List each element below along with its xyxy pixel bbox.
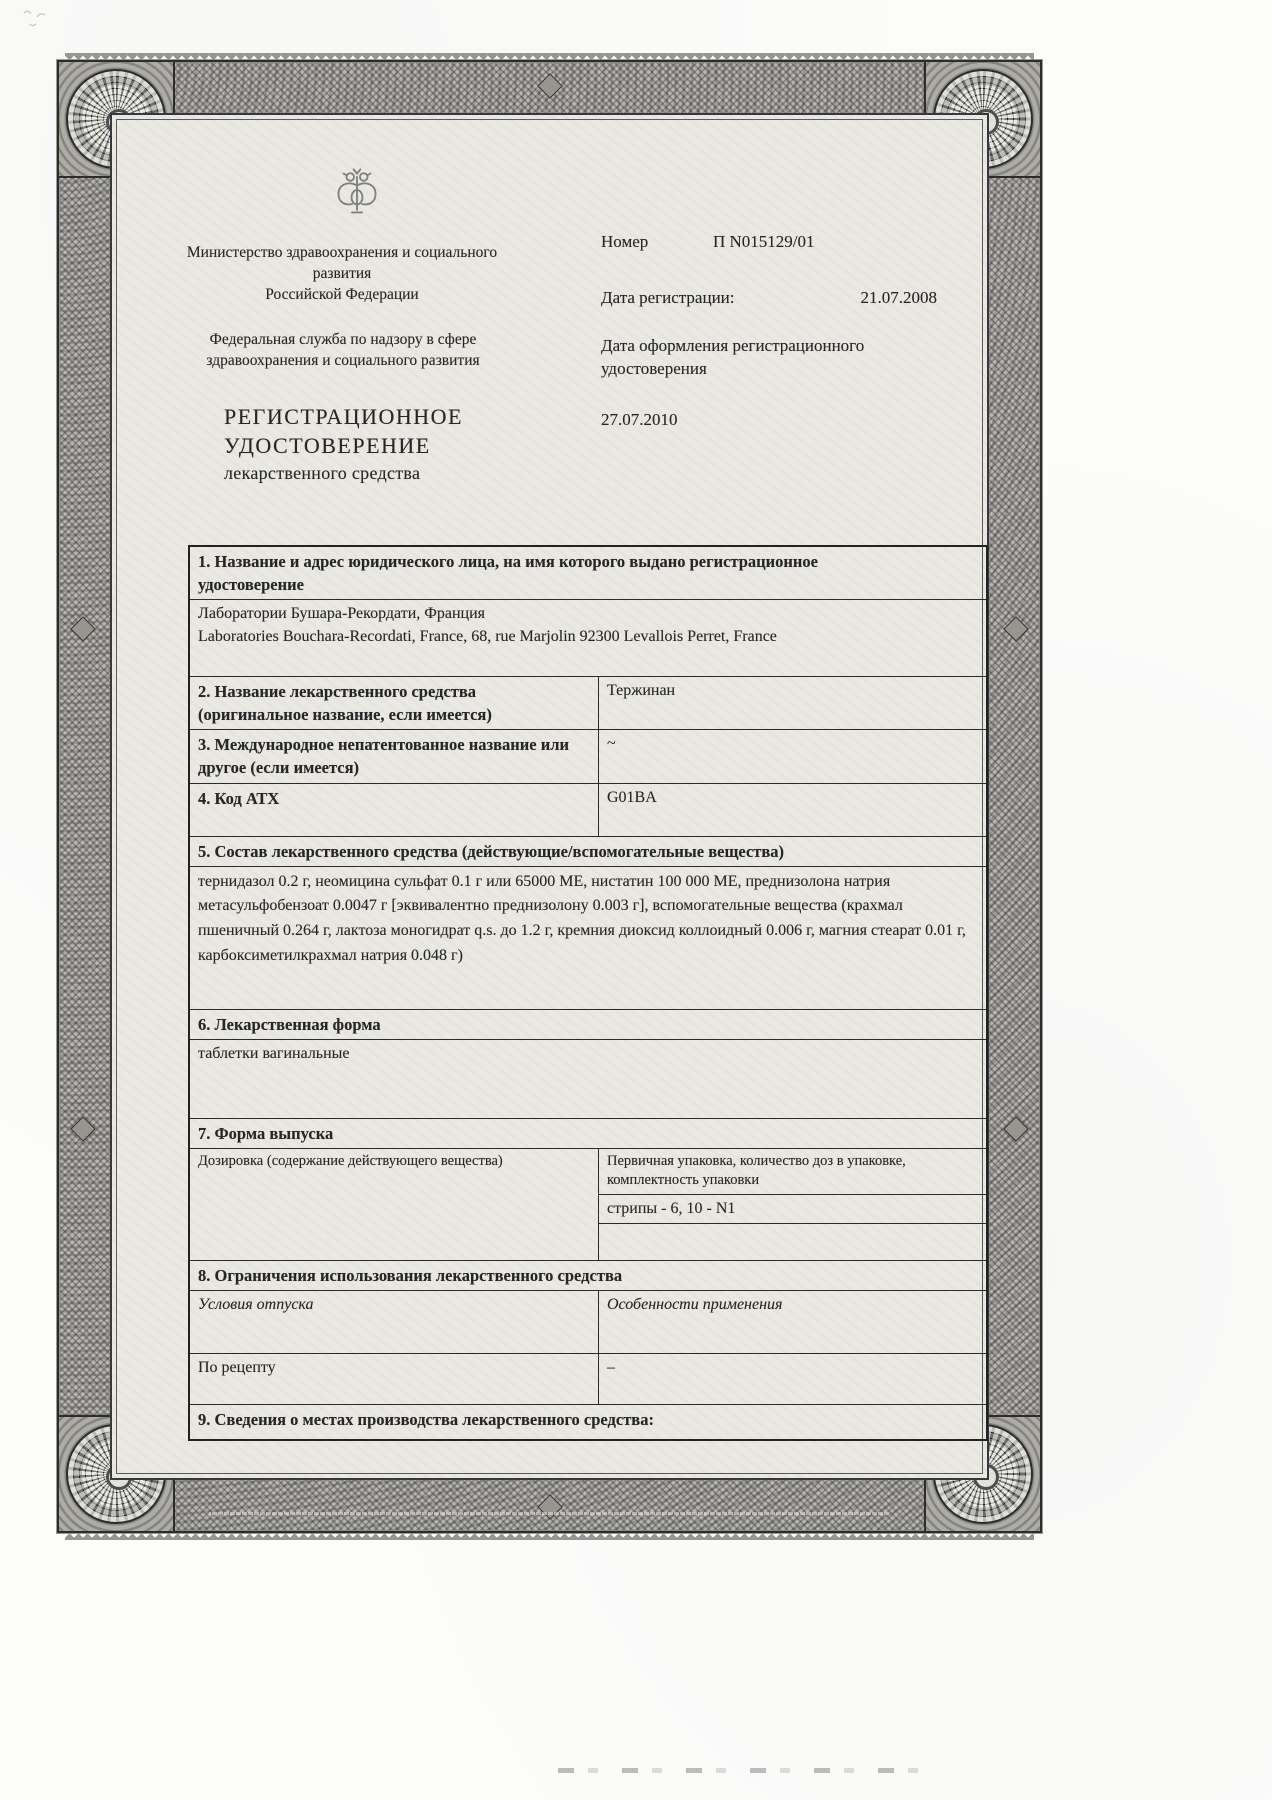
document-title-line3: лекарственного средства — [224, 463, 421, 484]
section8-dispensing-value: По рецепту — [189, 1354, 599, 1405]
edge-medallion-icon — [537, 73, 562, 98]
issuing-ministry — [156, 243, 528, 306]
table-row — [189, 677, 987, 730]
table-row — [189, 1148, 987, 1194]
section7-dosage-label: Дозировка (содержание действующего вещества) — [189, 1148, 599, 1261]
section4-label: 4. Код АТХ — [189, 783, 599, 836]
section1-title-text: 1. Название и адрес юридического лица, на имя которого выдано регистрационное удостоверение — [198, 552, 818, 595]
section6-title: 6. Лекарственная форма — [189, 1009, 987, 1039]
frame-edge-serration — [1042, 68, 1049, 1525]
section3-value: ~ — [599, 730, 988, 783]
section2-label: 2. Название лекарственного средства (оригинальное название, если имеется) — [189, 677, 599, 730]
table-row — [189, 1354, 987, 1405]
section9-title: 9. Сведения о местах производства лекарственного средства: — [189, 1405, 987, 1441]
edge-medallion-icon — [537, 1494, 562, 1519]
frame-edge-serration — [65, 53, 1034, 60]
coat-of-arms-icon — [330, 163, 384, 223]
edge-medallion-icon — [70, 1116, 95, 1141]
frame-edge-serration — [65, 1533, 1034, 1540]
holder-name-en: Laboratories Bouchara-Recordati, France, 68, rue Marjolin 92300 Levallois Perret, France — [198, 627, 777, 645]
table-row — [189, 1261, 987, 1291]
certificate-ornamental-frame — [57, 60, 1042, 1533]
edge-medallion-icon — [70, 616, 95, 641]
empty-cell — [599, 1224, 988, 1261]
section8-application-value: – — [599, 1354, 988, 1405]
document-title-line1: РЕГИСТРАЦИОННОЕ — [224, 404, 463, 429]
issue-date-value: 27.07.2010 — [601, 410, 678, 430]
pencil-mark — [22, 8, 50, 35]
registration-date-label: Дата регистрации: — [601, 288, 735, 308]
registration-date-value: 21.07.2008 — [860, 288, 937, 308]
table-row — [189, 546, 987, 600]
table-row — [189, 1291, 987, 1354]
edge-medallion-icon — [1003, 1116, 1028, 1141]
section6-content: таблетки вагинальные — [189, 1039, 987, 1118]
document-title — [224, 403, 463, 484]
registration-number-value: П N015129/01 — [713, 232, 815, 251]
section2-value: Тержинан — [599, 677, 988, 730]
scanner-artifact-marks — [558, 1768, 938, 1773]
section7-packaging-label: Первичная упаковка, количество доз в упаковке, комплектность упаковки — [599, 1148, 988, 1194]
ministry-name: Министерство здравоохранения и социального развития — [186, 244, 498, 282]
certificate-paper — [110, 113, 989, 1480]
section8-application-label: Особенности применения — [599, 1291, 988, 1354]
document-title-line2: УДОСТОВЕРЕНИЕ — [224, 432, 431, 458]
registration-date-row — [601, 287, 937, 309]
frame-edge-serration — [50, 68, 57, 1525]
microtext-line — [209, 1512, 890, 1515]
registration-number-label: Номер — [601, 232, 649, 251]
section4-value: G01BA — [599, 783, 988, 836]
issue-date-label: Дата оформления регистрационного удостоверения — [601, 336, 865, 379]
table-row — [189, 600, 987, 677]
holder-name-ru: Лаборатории Бушара-Рекордати, Франция — [198, 605, 486, 623]
section5-title: 5. Состав лекарственного средства (действующие/вспомогательные вещества) — [189, 836, 987, 866]
registration-meta — [601, 231, 937, 431]
section1-content — [189, 600, 987, 677]
table-row — [189, 783, 987, 836]
federal-service-name: Федеральная служба по надзору в сфере здравоохранения и социального развития — [206, 331, 480, 370]
table-row — [189, 1405, 987, 1441]
ministry-country: Российской Федерации — [265, 285, 419, 303]
section3-label: 3. Международное непатентованное название или другое (если имеется) — [189, 730, 599, 783]
section1-title — [189, 546, 987, 600]
table-row — [189, 836, 987, 866]
table-row — [189, 1009, 987, 1039]
table-row — [189, 1118, 987, 1148]
table-row — [189, 1039, 987, 1118]
table-row — [189, 866, 987, 1009]
section8-dispensing-label: Условия отпуска — [189, 1291, 599, 1354]
registration-number-row — [601, 231, 937, 253]
section7-title: 7. Форма выпуска — [189, 1118, 987, 1148]
registration-table — [188, 545, 988, 1441]
edge-medallion-icon — [1003, 616, 1028, 641]
section7-packaging-value: стрипы - 6, 10 - N1 — [599, 1194, 988, 1223]
section5-content: тернидазол 0.2 г, неомицина сульфат 0.1 г или 65000 ME, нистатин 100 000 ME, преднизолона натрия метасульфобензоат 0.0047 г [эквивалентно преднизолону 0.003 г], вспомогательные вещества (крахмал пшеничный 0.264 г, лактоза моногидрат q.s. до 1.2 г, кремния диоксид коллоидный 0.006 г, магния стеарат 0.01 г, карбоксиметилкрахмал натрия 0.048 г) — [189, 866, 987, 1009]
section8-title: 8. Ограничения использования лекарственного средства — [189, 1261, 987, 1291]
table-row — [189, 730, 987, 783]
